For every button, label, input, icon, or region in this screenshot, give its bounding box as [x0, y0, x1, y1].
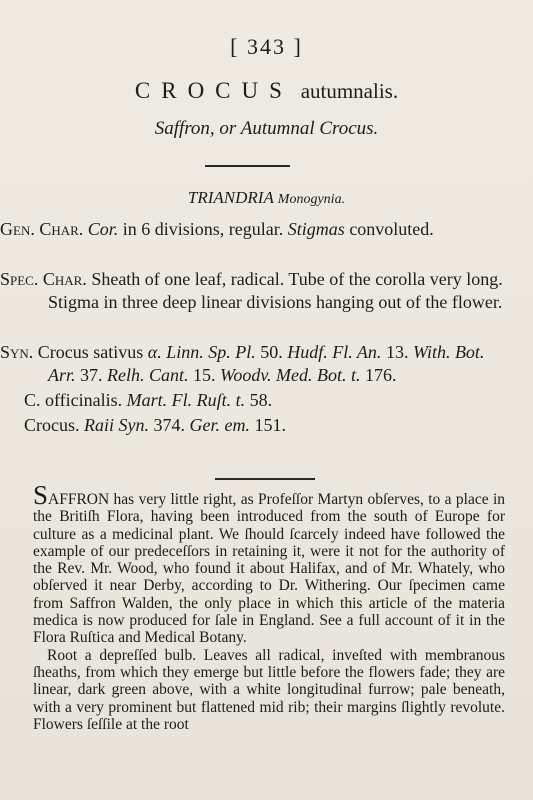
page-number: [ 343 ]: [230, 34, 303, 59]
generic-character: [0, 218, 500, 241]
syn-2-n: 58.: [245, 390, 273, 410]
syn-1-hudson: Hudf. Fl. An.: [287, 342, 382, 362]
paragraph-2: Root a depreſſed bulb. Leaves all radical, inveſted with membranous ſheaths, from which they emerge but little before the flowers fade; they are linear, dark green above, with a white longitudinal furrow; pale beneath, with a very prominent but flattened mid rib; their margins ſlightly revolute. Flowers ſeſſile at the root: [33, 646, 505, 733]
synonyms: [0, 341, 510, 437]
gen-char-text2: convoluted.: [344, 219, 434, 239]
divider-top: [205, 165, 290, 167]
plant-title: [0, 78, 533, 104]
syn-1-relhan: Relh. Cant.: [107, 365, 189, 385]
spec-char-label: Spec. Char.: [0, 269, 87, 289]
gen-char-text1: in 6 divisions, regular.: [118, 219, 288, 239]
specific-character: [0, 268, 505, 314]
syn-3-ref1: Raii Syn.: [84, 415, 149, 435]
syn-1-n3: 37.: [75, 365, 108, 385]
classification-class: TRIANDRIA: [187, 188, 274, 207]
syn-3-n2: 151.: [250, 415, 286, 435]
common-name: Saffron, or Autumnal Crocus.: [154, 118, 379, 139]
syn-label: Syn.: [0, 342, 34, 362]
syn-2-name: C. officinalis.: [24, 390, 127, 410]
syn-2-ref: Mart. Fl. Ruſt. t.: [126, 390, 246, 410]
title-species: autumnalis.: [300, 79, 399, 103]
divider-bottom: [215, 478, 315, 480]
title-genus: CROCUS: [134, 78, 293, 103]
spec-char-text: Sheath of one leaf, radical. Tube of the corolla very long. Stigma in three deep linear divisions hanging out of the flower.: [48, 269, 503, 312]
syn-3-ref2: Ger. em.: [189, 415, 250, 435]
syn-1-woodville: Woodv. Med. Bot. t.: [220, 365, 361, 385]
gen-char-label: Gen. Char.: [0, 219, 84, 239]
syn-1-n2: 13.: [381, 342, 413, 362]
syn-1-n4: 15.: [188, 365, 221, 385]
gen-char-cor: Cor.: [87, 219, 119, 239]
paragraph-1: SAFFRON has very little right, as Profeſſor Martyn obſerves, to a place in the Britiſh Flora, having been introduced from the south of Europe for culture as a medicinal plant. We ſhould ſcarcely indeed have followed the example of our predeceſſors in retaining it, were it not for the authority of the Rev. Mr. Wood, who found it about Halifax, and of Mr. Whately, who obſerved it near Derby, according to Dr. Withering. Our ſpecimen came from Saffron Walden, the only place in which this article of the materia medica is now produced for ſale in England. See a full account of it in the Flora Ruſtica and Medical Botany.: [33, 480, 505, 647]
syn-1-withering: With. Bot. Arr.: [48, 342, 485, 385]
syn-3-n1: 374.: [149, 415, 190, 435]
classification-order: Monogynia.: [277, 192, 346, 207]
gen-char-stigmas: Stigmas: [287, 219, 345, 239]
syn-1-n1: 50.: [255, 342, 288, 362]
syn-3-name: Crocus.: [24, 415, 84, 435]
classification: [0, 188, 533, 208]
description-text: [33, 480, 505, 733]
syn-1-n5: 176.: [360, 365, 397, 385]
syn-1-ref: α. Linn. Sp. Pl.: [147, 342, 256, 362]
syn-1-name: Crocus sativus: [33, 342, 148, 362]
